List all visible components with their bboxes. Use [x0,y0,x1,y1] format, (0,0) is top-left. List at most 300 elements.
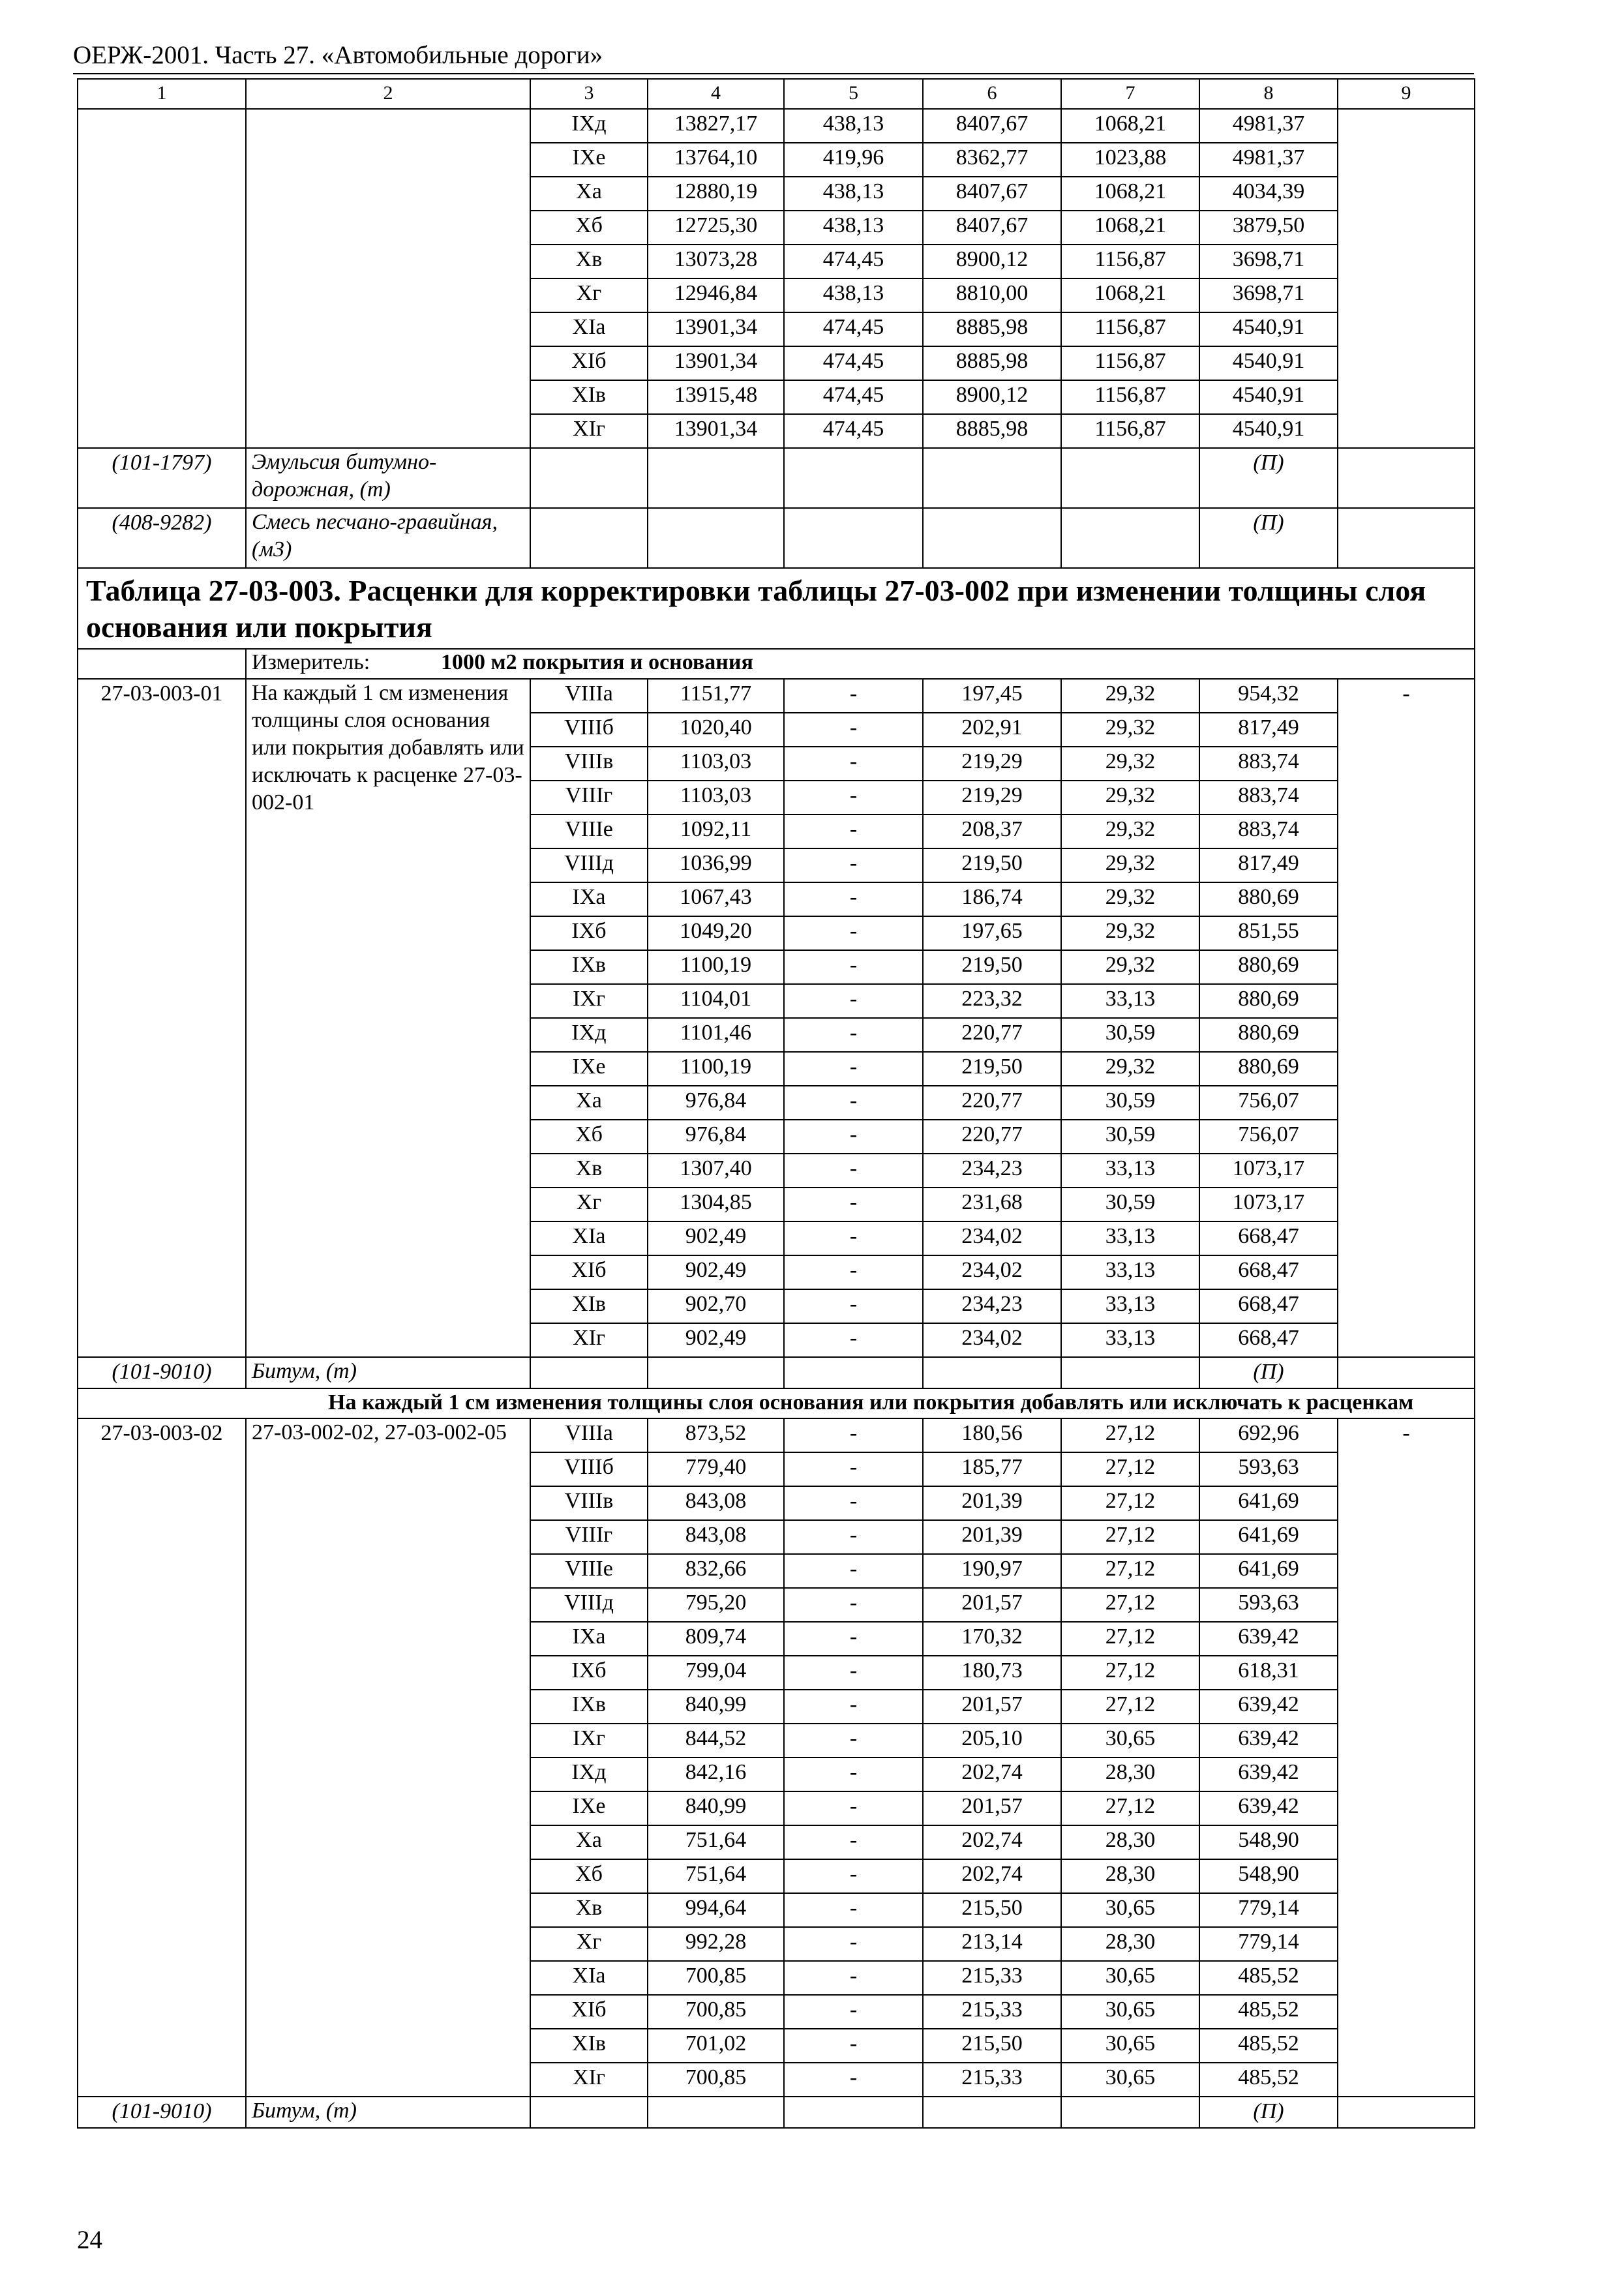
zone-cell: Xв [530,245,648,278]
zone-cell: XIг [530,414,648,448]
empty-cell [1338,508,1475,568]
empty-cell [530,2097,648,2128]
value-cell: 1023,88 [1061,143,1199,177]
value-cell: 27,12 [1061,1452,1199,1486]
value-cell: 201,39 [923,1486,1061,1520]
value-cell: 27,12 [1061,1690,1199,1724]
column-header: 6 [923,79,1061,109]
empty-cell [784,1357,923,1388]
header-rule [73,73,1474,74]
value-cell: 751,64 [648,1859,784,1893]
value-cell: 30,59 [1061,1018,1199,1052]
value-cell: 840,99 [648,1690,784,1724]
zone-cell: IXв [530,950,648,984]
value-cell: - [784,1154,923,1188]
column-header: 4 [648,79,784,109]
zone-cell: XIб [530,346,648,380]
empty-cell [1338,1357,1475,1388]
value-cell: 1103,03 [648,747,784,781]
value-cell: 751,64 [648,1825,784,1859]
empty-cell [648,508,784,568]
value-cell: 756,07 [1199,1120,1338,1154]
value-cell: 485,52 [1199,2063,1338,2097]
value-cell: 1067,43 [648,882,784,916]
column-header: 9 [1338,79,1475,109]
table-title-row [78,568,1475,649]
value-cell: 1151,77 [648,679,784,713]
value-cell: 33,13 [1061,1323,1199,1357]
value-cell: 29,32 [1061,848,1199,882]
zone-cell: IXв [530,1690,648,1724]
value-cell: 223,32 [923,984,1061,1018]
value-cell: 8885,98 [923,312,1061,346]
value-cell: - [784,1486,923,1520]
measure-row [78,649,1475,679]
zone-cell: IXд [530,1758,648,1791]
empty-cell [1061,2097,1199,2128]
value-cell: 994,64 [648,1893,784,1927]
material-row [78,1357,1475,1388]
value-cell: 33,13 [1061,1221,1199,1255]
value-cell: 1304,85 [648,1188,784,1221]
zone-cell: VIIIг [530,781,648,815]
section-note-cell [78,1388,1475,1418]
value-cell: 13915,48 [648,380,784,414]
value-cell: 668,47 [1199,1323,1338,1357]
value-cell: 795,20 [648,1588,784,1622]
measure-spacer [78,649,246,679]
value-cell: 4981,37 [1199,143,1338,177]
value-cell: 13901,34 [648,346,784,380]
value-cell: 548,90 [1199,1825,1338,1859]
value-cell: 185,77 [923,1452,1061,1486]
value-cell: 8407,67 [923,177,1061,211]
value-cell: 29,32 [1061,950,1199,984]
value-cell: - [784,882,923,916]
value-cell: 13764,10 [648,143,784,177]
empty-cell [530,508,648,568]
value-cell: 30,65 [1061,1961,1199,1995]
value-cell: 779,14 [1199,1893,1338,1927]
value-cell: - [784,1052,923,1086]
value-cell: - [784,1086,923,1120]
table-row [78,1418,1475,1452]
value-cell: 3879,50 [1199,211,1338,245]
zone-cell: Xг [530,278,648,312]
zone-cell: Xб [530,211,648,245]
material-mark: (П) [1199,508,1338,568]
value-cell: 1104,01 [648,984,784,1018]
value-cell: - [784,2063,923,2097]
value-cell: - [784,1758,923,1791]
page-header: ОЕРЖ-2001. Часть 27. «Автомобильные дороги» [73,41,603,69]
value-cell: 1049,20 [648,916,784,950]
value-cell: 27,12 [1061,1588,1199,1622]
value-cell: 1307,40 [648,1154,784,1188]
value-cell: - [784,1859,923,1893]
value-cell: - [784,1221,923,1255]
value-cell: 883,74 [1199,747,1338,781]
value-cell: 474,45 [784,245,923,278]
value-cell: 438,13 [784,278,923,312]
value-cell: 639,42 [1199,1690,1338,1724]
value-cell: 202,91 [923,713,1061,747]
value-cell: 902,49 [648,1255,784,1289]
value-cell: - [784,1323,923,1357]
value-cell: 954,32 [1199,679,1338,713]
value-cell: - [784,916,923,950]
value-cell: 639,42 [1199,1791,1338,1825]
empty-cell [1338,2097,1475,2128]
value-cell: 27,12 [1061,1791,1199,1825]
value-cell: 639,42 [1199,1622,1338,1656]
value-cell: - [784,781,923,815]
zone-cell: IXд [530,109,648,143]
zone-cell: VIIIд [530,848,648,882]
value-cell: 1100,19 [648,950,784,984]
empty-cell [923,448,1061,508]
value-cell: - [784,1961,923,1995]
value-cell: 438,13 [784,177,923,211]
value-cell: - [784,984,923,1018]
value-cell: 3698,71 [1199,245,1338,278]
rate-code: 27-03-003-02 [78,1418,246,2097]
value-cell: 639,42 [1199,1758,1338,1791]
material-mark: (П) [1199,2097,1338,2128]
material-code: (101-9010) [78,2097,246,2128]
value-cell: 843,08 [648,1520,784,1554]
column-header-row [78,79,1475,109]
zone-cell: VIIIд [530,1588,648,1622]
value-cell: - [784,679,923,713]
value-cell: 902,49 [648,1323,784,1357]
value-cell: 668,47 [1199,1255,1338,1289]
value-cell: 1156,87 [1061,312,1199,346]
column-header: 1 [78,79,246,109]
table-row [78,109,1475,143]
value-cell: 231,68 [923,1188,1061,1221]
empty-cell [923,2097,1061,2128]
zone-cell: Xг [530,1188,648,1221]
value-cell: - [784,1018,923,1052]
value-cell: 8407,67 [923,109,1061,143]
value-cell: - [784,1289,923,1323]
value-cell: 27,12 [1061,1554,1199,1588]
zone-cell: VIIIб [530,713,648,747]
value-cell: 33,13 [1061,1289,1199,1323]
measure-value: 1000 м2 покрытия и основания [441,650,753,674]
value-cell: 180,56 [923,1418,1061,1452]
value-cell: 28,30 [1061,1927,1199,1961]
column-header: 5 [784,79,923,109]
value-cell: 809,74 [648,1622,784,1656]
value-cell: 12880,19 [648,177,784,211]
value-cell: 474,45 [784,414,923,448]
value-cell: 485,52 [1199,1961,1338,1995]
value-cell: 842,16 [648,1758,784,1791]
zone-cell: VIIIа [530,679,648,713]
material-mark: (П) [1199,1357,1338,1388]
zone-cell: IXг [530,984,648,1018]
value-cell: 202,74 [923,1859,1061,1893]
material-name: Битум, (т) [246,2097,530,2128]
value-cell: 8407,67 [923,211,1061,245]
value-cell: - [784,1255,923,1289]
value-cell: 234,23 [923,1289,1061,1323]
value-cell: 215,33 [923,1995,1061,2029]
zone-cell: Xа [530,1825,648,1859]
value-cell: 29,32 [1061,1052,1199,1086]
value-cell: - [784,1791,923,1825]
value-cell: 817,49 [1199,713,1338,747]
value-cell: 219,29 [923,747,1061,781]
zone-cell: Xв [530,1154,648,1188]
value-cell: - [784,815,923,848]
zone-cell: IXе [530,143,648,177]
value-cell: - [784,950,923,984]
value-cell: 1073,17 [1199,1154,1338,1188]
empty-cell [530,448,648,508]
zone-cell: IXе [530,1052,648,1086]
value-cell: 29,32 [1061,747,1199,781]
zone-cell: XIг [530,1323,648,1357]
value-cell: 220,77 [923,1018,1061,1052]
value-cell: 30,59 [1061,1188,1199,1221]
value-cell: 485,52 [1199,2029,1338,2063]
zone-cell: XIа [530,312,648,346]
value-cell: 186,74 [923,882,1061,916]
material-row [78,508,1475,568]
description-cell [246,109,530,448]
value-cell: 30,65 [1061,1893,1199,1927]
value-cell: 779,40 [648,1452,784,1486]
value-cell: 1036,99 [648,848,784,882]
value-cell: 1101,46 [648,1018,784,1052]
value-cell: 215,33 [923,2063,1061,2097]
value-cell: 219,50 [923,1052,1061,1086]
zone-cell: Xа [530,1086,648,1120]
zone-cell: VIIIв [530,747,648,781]
empty-cell [923,1357,1061,1388]
value-cell: - [784,1995,923,2029]
value-cell: - [784,713,923,747]
value-cell: 668,47 [1199,1221,1338,1255]
column-header: 3 [530,79,648,109]
empty-cell [1338,448,1475,508]
section-note: На каждый 1 см изменения толщины слоя основания или покрытия добавлять или исключать к расценкам [328,1390,1414,1414]
material-code: (408-9282) [78,508,246,568]
table-row [78,679,1475,713]
material-code: (101-1797) [78,448,246,508]
value-cell: - [784,1418,923,1452]
empty-cell [648,1357,784,1388]
value-cell: 201,57 [923,1690,1061,1724]
value-cell: 4540,91 [1199,414,1338,448]
value-cell: 27,12 [1061,1656,1199,1690]
empty-cell [648,2097,784,2128]
value-cell: 902,70 [648,1289,784,1323]
column-header: 8 [1199,79,1338,109]
zone-cell: XIв [530,1289,648,1323]
empty-cell [1061,448,1199,508]
rates-table [77,78,1475,2129]
zone-cell: Xа [530,177,648,211]
value-cell: 197,45 [923,679,1061,713]
empty-cell [648,448,784,508]
empty-cell [784,2097,923,2128]
value-cell: 618,31 [1199,1656,1338,1690]
value-cell: 840,99 [648,1791,784,1825]
zone-cell: VIIIг [530,1520,648,1554]
value-cell: 799,04 [648,1656,784,1690]
value-cell: 29,32 [1061,882,1199,916]
value-cell: 215,33 [923,1961,1061,1995]
material-mark: (П) [1199,448,1338,508]
zone-cell: XIа [530,1221,648,1255]
value-cell: 1156,87 [1061,346,1199,380]
value-cell: - [784,1893,923,1927]
empty-cell [784,508,923,568]
value-cell: - [784,1825,923,1859]
value-cell: 27,12 [1061,1622,1199,1656]
material-row [78,2097,1475,2128]
value-cell: 180,73 [923,1656,1061,1690]
value-cell: 4034,39 [1199,177,1338,211]
rate-description: На каждый 1 см изменения толщины слоя основания или покрытия добавлять или исключать к расценке 27-03-002-01 [246,679,530,1357]
value-cell: 234,02 [923,1221,1061,1255]
value-cell: 29,32 [1061,916,1199,950]
value-cell: 639,42 [1199,1724,1338,1758]
value-cell: 29,32 [1061,815,1199,848]
rate-code: 27-03-003-01 [78,679,246,1357]
value-cell: 197,65 [923,916,1061,950]
zone-cell: IXг [530,1724,648,1758]
value-cell: 843,08 [648,1486,784,1520]
value-cell: 438,13 [784,211,923,245]
value-cell: - [784,1724,923,1758]
value-cell: 779,14 [1199,1927,1338,1961]
empty-cell [784,448,923,508]
value-cell: 8810,00 [923,278,1061,312]
value-cell: - [784,1690,923,1724]
value-cell: 215,50 [923,2029,1061,2063]
col9-cell: - [1338,1418,1475,2097]
value-cell: 30,59 [1061,1086,1199,1120]
value-cell: 4540,91 [1199,312,1338,346]
zone-cell: IXа [530,882,648,916]
value-cell: - [784,1188,923,1221]
value-cell: 419,96 [784,143,923,177]
value-cell: - [784,1120,923,1154]
value-cell: - [784,747,923,781]
zone-cell: IXд [530,1018,648,1052]
zone-cell: VIIIб [530,1452,648,1486]
value-cell: 208,37 [923,815,1061,848]
value-cell: 29,32 [1061,781,1199,815]
value-cell: 13901,34 [648,312,784,346]
value-cell: 28,30 [1061,1825,1199,1859]
zone-cell: IXе [530,1791,648,1825]
zone-cell: IXа [530,1622,648,1656]
zone-cell: VIIIе [530,815,648,848]
column-header: 7 [1061,79,1199,109]
column-header: 2 [246,79,530,109]
material-name: Смесь песчано-гравийная, (м3) [246,508,530,568]
value-cell: 692,96 [1199,1418,1338,1452]
value-cell: 700,85 [648,1961,784,1995]
value-cell: 220,77 [923,1086,1061,1120]
value-cell: 219,50 [923,950,1061,984]
value-cell: 883,74 [1199,781,1338,815]
value-cell: 29,32 [1061,679,1199,713]
value-cell: 1092,11 [648,815,784,848]
value-cell: 851,55 [1199,916,1338,950]
value-cell: 976,84 [648,1120,784,1154]
zone-cell: IXб [530,1656,648,1690]
value-cell: 219,50 [923,848,1061,882]
zone-cell: Xб [530,1120,648,1154]
value-cell: 844,52 [648,1724,784,1758]
value-cell: 28,30 [1061,1758,1199,1791]
value-cell: 438,13 [784,109,923,143]
table-title: Таблица 27-03-003. Расценки для корректировки таблицы 27-03-002 при изменении толщины слоя основания или покрытия [78,568,1475,649]
value-cell: 880,69 [1199,950,1338,984]
value-cell: 30,65 [1061,2063,1199,2097]
value-cell: 902,49 [648,1221,784,1255]
value-cell: - [784,1554,923,1588]
value-cell: 1020,40 [648,713,784,747]
value-cell: 234,23 [923,1154,1061,1188]
measure-cell [246,649,1475,679]
value-cell: 1156,87 [1061,414,1199,448]
col9-cell: - [1338,679,1475,1357]
value-cell: 201,57 [923,1588,1061,1622]
value-cell: 817,49 [1199,848,1338,882]
material-name: Эмульсия битумно-дорожная, (т) [246,448,530,508]
value-cell: 1100,19 [648,1052,784,1086]
page-number: 24 [77,2226,102,2254]
value-cell: 220,77 [923,1120,1061,1154]
value-cell: 832,66 [648,1554,784,1588]
value-cell: 593,63 [1199,1452,1338,1486]
value-cell: 4981,37 [1199,109,1338,143]
zone-cell: XIг [530,2063,648,2097]
zone-cell: Xг [530,1927,648,1961]
value-cell: 1156,87 [1061,380,1199,414]
value-cell: 213,14 [923,1927,1061,1961]
value-cell: 8900,12 [923,380,1061,414]
value-cell: - [784,1622,923,1656]
value-cell: 701,02 [648,2029,784,2063]
value-cell: 30,65 [1061,1724,1199,1758]
value-cell: 756,07 [1199,1086,1338,1120]
value-cell: 8900,12 [923,245,1061,278]
zone-cell: XIб [530,1255,648,1289]
value-cell: 641,69 [1199,1486,1338,1520]
value-cell: 8362,77 [923,143,1061,177]
value-cell: 880,69 [1199,984,1338,1018]
value-cell: 1068,21 [1061,278,1199,312]
zone-cell: VIIIа [530,1418,648,1452]
value-cell: - [784,1927,923,1961]
value-cell: 12946,84 [648,278,784,312]
value-cell: 976,84 [648,1086,784,1120]
value-cell: - [784,1452,923,1486]
value-cell: 668,47 [1199,1289,1338,1323]
value-cell: 33,13 [1061,1255,1199,1289]
value-cell: 234,02 [923,1323,1061,1357]
value-cell: 202,74 [923,1825,1061,1859]
